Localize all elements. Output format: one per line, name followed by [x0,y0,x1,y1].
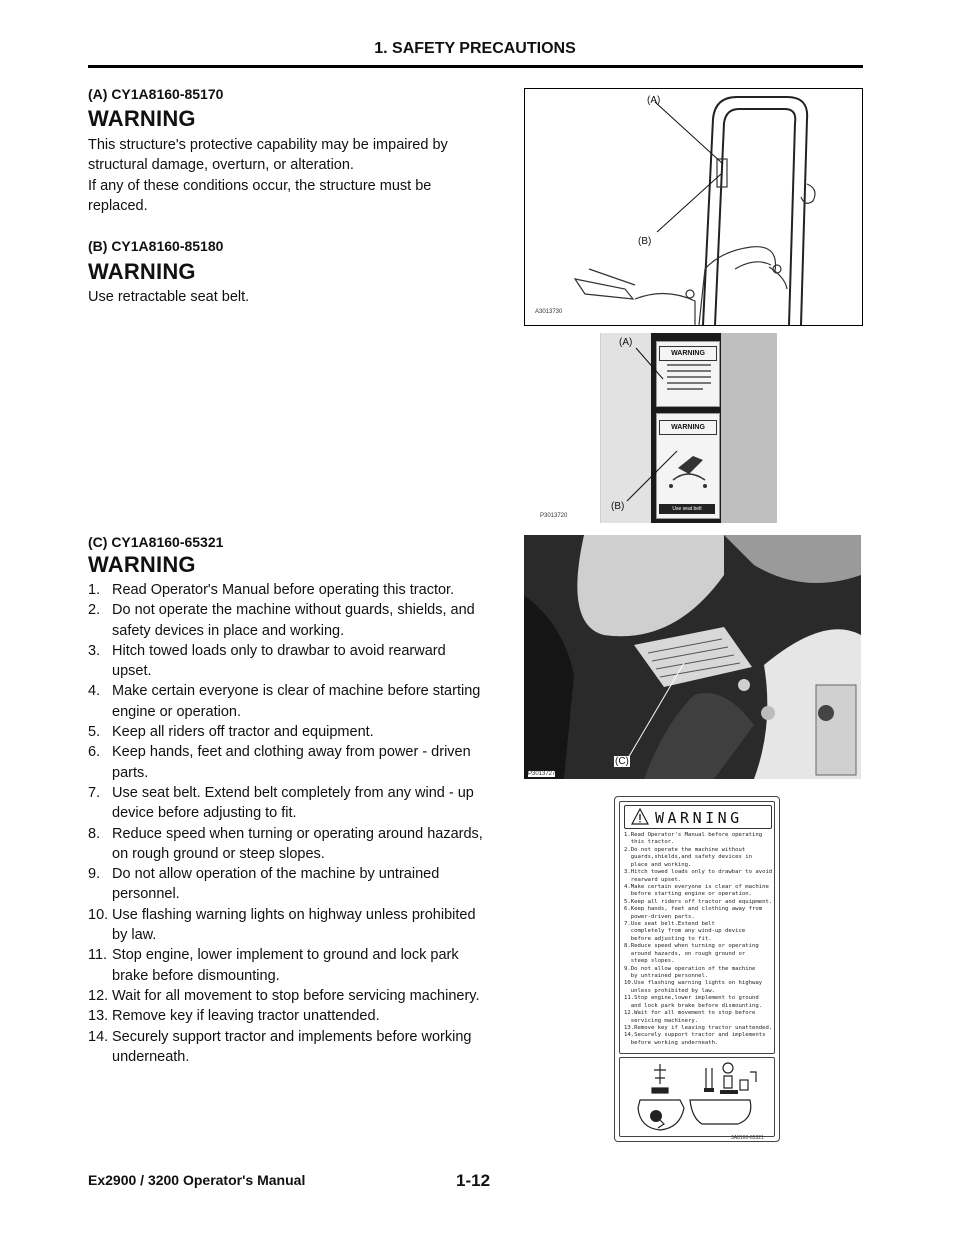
list-item [88,783,488,824]
decal-part-code: 3A8160-65321 [731,1135,764,1141]
list-text: Use seat belt. Extend belt completely from any wind - up device before adjusting to fit. [112,784,474,822]
callout-lines [537,333,777,523]
callout-a: (A) [619,337,633,348]
list-number: 9. [88,866,101,883]
list-number: 14. [88,1028,109,1045]
engine-bay-photo [524,535,861,779]
callout-c: (C) [615,756,629,767]
decal-line: 4.Make certain everyone is clear of machine before starting engine or operation. [624,883,769,898]
decal-pictograms [619,1057,775,1137]
list-text: Stop engine, lower implement to ground and lock park brake before dismounting. [112,947,459,984]
decal-b-title: WARNING [659,420,717,435]
decal-line: 2.Do not operate the machine without guards,shields,and safety devices in place and working. [624,846,752,868]
section-a-code: (A) CY1A8160-85170 [88,86,224,102]
section-header-title: 1. SAFETY PRECAUTIONS [374,40,576,57]
decal-title-box [624,805,772,829]
engine-bay-svg [524,535,861,779]
list-number: 7. [88,784,101,801]
list-number: 2. [88,602,101,619]
decal-line: 1.Read Operator's Manual before operating this tractor. [624,832,763,846]
list-item [88,1006,488,1026]
list-text: Do not operate the machine without guards, shields, and safety devices in place and working. [112,602,475,639]
section-a-line: If any of these conditions occur, the structure must be [88,177,432,194]
decal-line: 3.Hitch towed loads only to drawbar to avoid rearward upset. [624,869,773,883]
list-item [88,824,488,865]
section-a-line: This structure's protective capability may be impaired by [88,137,448,153]
list-text: Wait for all movement to stop before servicing machinery. [112,987,480,1004]
list-number: 1. [88,582,101,598]
rops-line-drawing [524,88,863,326]
decal-rules-list [624,832,774,1047]
decal-line: 11.Stop engine,lower implement to ground and lock park brake before dismounting. [624,995,763,1009]
list-number: 8. [88,825,101,842]
section-b-warning-heading: WARNING [88,259,196,284]
list-text: Securely support tractor and implements before working underneath. [112,1028,472,1065]
list-text: Hitch towed loads only to drawbar to avoid rearward upset. [112,642,446,680]
warning-triangle-icon [631,808,649,825]
decal-line: 7.Use seat belt.Extend belt completely from any wind-up device before adjusting to fit. [624,921,746,942]
page-number: 1-12 [456,1171,491,1190]
list-text: Reduce speed when turning or operating around hazards, on rough ground or steep slopes. [112,825,483,862]
decal-title: WARNING [655,809,743,827]
rops-drawing-svg [525,89,862,325]
decal-line: 13.Remove key if leaving tractor unattended. [624,1024,773,1031]
decal-line: 8.Reduce speed when turning or operating around hazards, on rough ground or steep slopes. [624,943,759,965]
pictogram-svg [620,1058,774,1136]
header-divider [88,65,863,68]
list-item [88,722,488,742]
list-item [88,600,488,641]
list-number: 5. [88,724,101,741]
list-item [88,681,488,722]
list-item [88,945,488,986]
list-item [88,986,488,1006]
section-a-text [88,135,488,216]
figure-ref: P3013720 [540,513,568,519]
list-item [88,641,488,682]
callout-b: (B) [638,236,652,247]
list-item [88,580,488,600]
safety-rules-list [88,580,488,1067]
figure-ref: P3013727 [528,771,556,777]
list-text: Make certain everyone is clear of machine before starting engine or operation. [112,683,481,720]
footer-manual-title: Ex2900 / 3200 Operator's Manual [88,1172,306,1188]
list-text: Keep all riders off tractor and equipment. [112,724,374,741]
decal-line: 5.Keep all riders off tractor and equipment. [624,898,773,905]
section-a-line: structural damage, overturn, or alteration. [88,157,354,174]
list-text: Use flashing warning lights on highway unless prohibited by law. [112,906,476,944]
list-text: Remove key if leaving tractor unattended. [112,1008,380,1025]
decal-line: 12.Wait for all movement to stop before servicing machinery. [624,1010,756,1024]
rops-decal-photo [537,333,777,523]
section-b-code: (B) CY1A8160-85180 [88,238,224,254]
list-item [88,742,488,783]
decal-text-panel [619,801,775,1054]
section-a-warning-heading: WARNING [88,106,196,131]
section-c-code: (C) CY1A8160-65321 [88,534,224,550]
list-number: 6. [88,744,101,761]
list-number: 10. [88,906,109,923]
decal-b-caption: Use seat belt [659,504,715,514]
section-a-line: replaced. [88,197,148,214]
callout-b: (B) [611,501,625,512]
figure-ref: A3013730 [535,309,563,315]
list-number: 13. [88,1008,109,1025]
section-b-text: Use retractable seat belt. [88,289,250,305]
list-text: Do not allow operation of the machine by untrained personnel. [112,866,440,903]
decal-line: 10.Use flashing warning lights on highway unless prohibited by law. [624,980,763,994]
decal-a-title: WARNING [659,346,717,361]
list-item [88,1027,488,1068]
list-number: 12. [88,987,109,1004]
list-item [88,864,488,905]
list-number: 11. [88,947,108,964]
decal-line: 6.Keep hands, feet and clothing away from power-driven parts. [624,906,763,920]
list-item [88,905,488,946]
callout-a: (A) [647,95,661,106]
list-text: Keep hands, feet and clothing away from power - driven parts. [112,744,471,781]
list-number: 3. [88,642,101,659]
section-c-warning-heading: WARNING [88,552,196,577]
list-text: Read Operator's Manual before operating this tractor. [112,582,455,598]
decal-line: 9.Do not allow operation of the machine by untrained personnel. [624,965,756,980]
warning-decal-c [614,796,780,1142]
list-number: 4. [88,683,101,700]
decal-line: 14.Securely support tractor and implements before working underneath. [624,1032,766,1046]
